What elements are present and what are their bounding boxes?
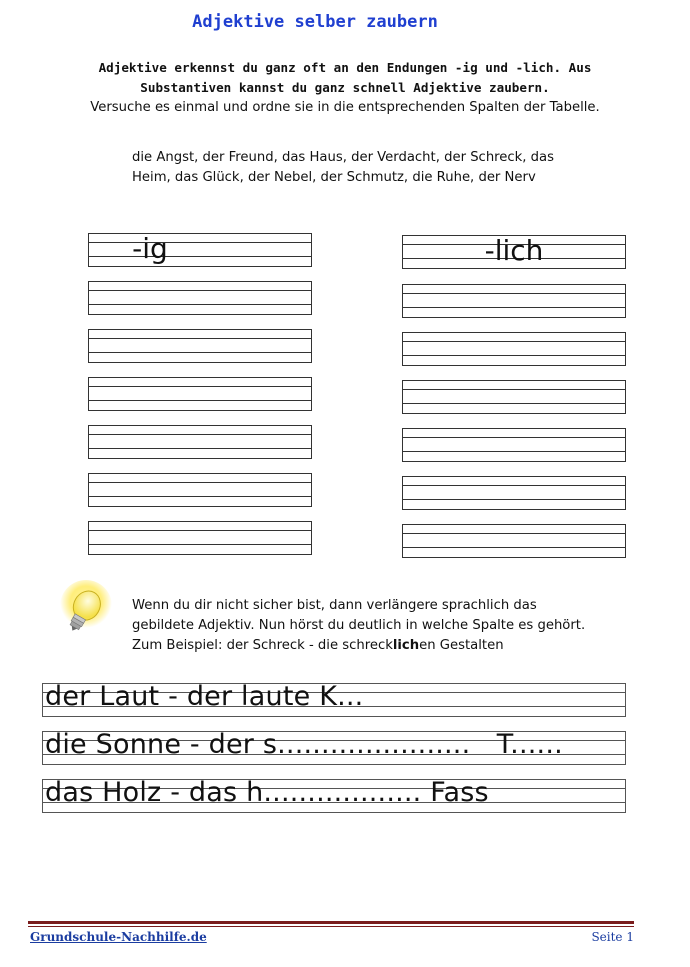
ig-answer-line-2[interactable] bbox=[88, 329, 312, 363]
exercise-text-1: der Laut - der laute K... bbox=[45, 681, 364, 712]
ig-column-header: -ig bbox=[132, 232, 168, 265]
tip-example-end: en Gestalten bbox=[419, 638, 504, 653]
ig-answer-line-5[interactable] bbox=[88, 473, 312, 507]
exercise-text-2: die Sonne - der s...................... T...... bbox=[45, 729, 563, 760]
tip-example-suffix: lich bbox=[392, 638, 420, 653]
page-title: Adjektive selber zaubern bbox=[192, 12, 438, 32]
ig-answer-line-6[interactable] bbox=[88, 521, 312, 555]
exercise-line-3[interactable] bbox=[42, 779, 626, 813]
lich-answer-line-1[interactable] bbox=[402, 284, 626, 318]
lich-answer-line-2[interactable] bbox=[402, 332, 626, 366]
lich-column-header: -lich bbox=[484, 234, 544, 267]
lich-answer-line-6[interactable] bbox=[402, 524, 626, 558]
footer-page-number: Seite 1 bbox=[591, 930, 634, 944]
footer-site-link[interactable]: Grundschule-Nachhilfe.de bbox=[30, 930, 207, 944]
intro-bold-line-1: Adjektive erkennst du ganz oft an den Endungen -ig und -lich. Aus bbox=[98, 60, 592, 75]
intro-bold-text bbox=[60, 58, 630, 98]
lich-answer-line-4[interactable] bbox=[402, 428, 626, 462]
tip-example-start: Zum Beispiel: der Schreck - die schreck bbox=[132, 638, 393, 653]
intro-bold-line-2: Substantiven kannst du ganz schnell Adjektive zaubern. bbox=[140, 80, 550, 95]
word-list-line-1: die Angst, der Freund, das Haus, der Verdacht, der Schreck, das bbox=[132, 150, 555, 165]
exercise-line-1[interactable] bbox=[42, 683, 626, 717]
lich-answer-line-3[interactable] bbox=[402, 380, 626, 414]
ig-header-box[interactable] bbox=[88, 233, 312, 267]
word-list bbox=[132, 148, 612, 188]
ig-answer-line-1[interactable] bbox=[88, 281, 312, 315]
ig-answer-line-3[interactable] bbox=[88, 377, 312, 411]
exercise-text-3: das Holz - das h.................. Fass bbox=[45, 777, 489, 808]
footer-divider bbox=[28, 921, 634, 924]
tip-line-2: gebildete Adjektiv. Nun hörst du deutlich in welche Spalte es gehört. bbox=[132, 618, 586, 633]
tip-line-1: Wenn du dir nicht sicher bist, dann verlängere sprachlich das bbox=[132, 598, 537, 613]
lich-header-box[interactable] bbox=[402, 235, 626, 269]
tip-text bbox=[132, 596, 632, 656]
footer-divider-thin bbox=[28, 926, 634, 927]
intro-instruction: Versuche es einmal und ordne sie in die entsprechenden Spalten der Tabelle. bbox=[90, 100, 600, 115]
word-list-line-2: Heim, das Glück, der Nebel, der Schmutz, die Ruhe, der Nerv bbox=[132, 170, 536, 185]
ig-answer-line-4[interactable] bbox=[88, 425, 312, 459]
exercise-line-2[interactable] bbox=[42, 731, 626, 765]
tip-line-3 bbox=[132, 636, 632, 656]
lightbulb-icon bbox=[52, 580, 114, 644]
lich-answer-line-5[interactable] bbox=[402, 476, 626, 510]
